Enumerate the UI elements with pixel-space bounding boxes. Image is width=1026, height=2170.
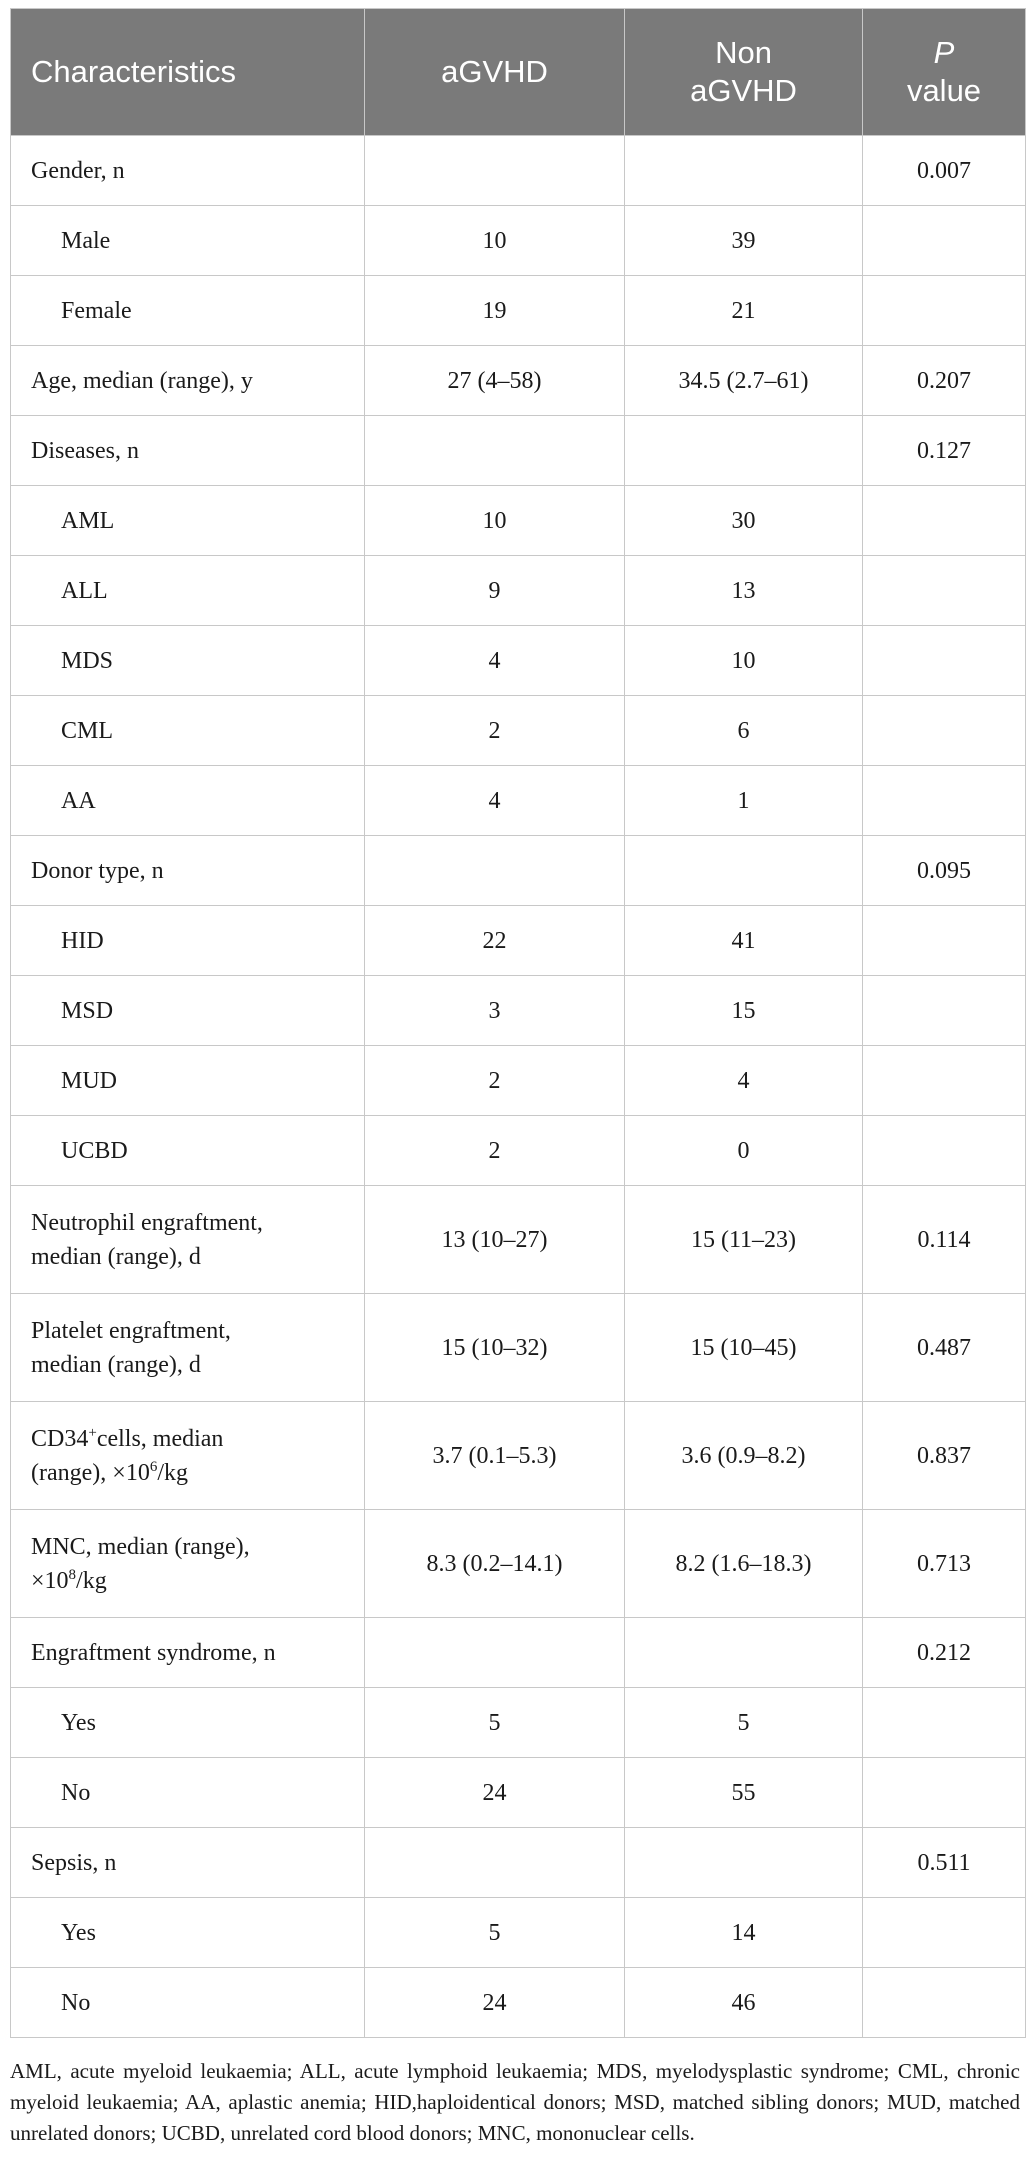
cell-p-value: 0.114	[863, 1186, 1026, 1294]
row-label-superscript: 6	[149, 1458, 158, 1475]
cell-p-value: 0.511	[863, 1828, 1026, 1898]
cell-p-value	[863, 1758, 1026, 1828]
header-p-value-word: value	[906, 73, 982, 108]
cell-p-value	[863, 1046, 1026, 1116]
row-label: AA	[11, 766, 365, 836]
table-row	[11, 976, 1026, 1046]
row-label: No	[11, 1758, 365, 1828]
table-row	[11, 136, 1026, 206]
table-container	[10, 8, 1026, 2149]
row-label-part: ×10	[31, 1567, 69, 1594]
table-row	[11, 626, 1026, 696]
cell-p-value	[863, 766, 1026, 836]
row-label	[11, 1186, 365, 1294]
header-non-agvhd-line2: aGVHD	[690, 73, 797, 108]
row-label: No	[11, 1968, 365, 2038]
row-label: Yes	[11, 1898, 365, 1968]
cell-non-agvhd: 6	[625, 696, 863, 766]
table-row	[11, 1046, 1026, 1116]
cell-agvhd	[365, 136, 625, 206]
cell-non-agvhd: 15 (10–45)	[625, 1294, 863, 1402]
row-label-part: (range), ×10	[31, 1459, 150, 1486]
cell-agvhd: 5	[365, 1688, 625, 1758]
row-label: MUD	[11, 1046, 365, 1116]
row-label	[11, 1294, 365, 1402]
cell-non-agvhd: 10	[625, 626, 863, 696]
row-label-line1: Platelet engraftment,	[31, 1317, 231, 1344]
header-characteristics: Characteristics	[11, 9, 365, 136]
cell-agvhd: 15 (10–32)	[365, 1294, 625, 1402]
cell-p-value	[863, 906, 1026, 976]
cell-non-agvhd: 39	[625, 206, 863, 276]
cell-non-agvhd: 21	[625, 276, 863, 346]
cell-agvhd	[365, 416, 625, 486]
table-row	[11, 416, 1026, 486]
row-label-part: /kg	[157, 1459, 188, 1486]
row-label: HID	[11, 906, 365, 976]
cell-agvhd: 2	[365, 696, 625, 766]
row-label: Sepsis, n	[11, 1828, 365, 1898]
row-label: Gender, n	[11, 136, 365, 206]
cell-agvhd: 2	[365, 1046, 625, 1116]
cell-p-value: 0.212	[863, 1618, 1026, 1688]
cell-non-agvhd	[625, 1828, 863, 1898]
cell-p-value: 0.837	[863, 1402, 1026, 1510]
row-label: Diseases, n	[11, 416, 365, 486]
table-row	[11, 1402, 1026, 1510]
cell-p-value	[863, 626, 1026, 696]
cell-agvhd: 3	[365, 976, 625, 1046]
cell-non-agvhd: 5	[625, 1688, 863, 1758]
row-label: Engraftment syndrome, n	[11, 1618, 365, 1688]
table-row	[11, 1968, 1026, 2038]
cell-non-agvhd: 15	[625, 976, 863, 1046]
header-p-value	[863, 9, 1026, 136]
row-label: Donor type, n	[11, 836, 365, 906]
row-label: Age, median (range), y	[11, 346, 365, 416]
cell-p-value: 0.487	[863, 1294, 1026, 1402]
cell-p-value	[863, 976, 1026, 1046]
table-row	[11, 1186, 1026, 1294]
table-row	[11, 906, 1026, 976]
table-row	[11, 766, 1026, 836]
row-label-part: /kg	[76, 1567, 107, 1594]
cell-non-agvhd: 15 (11–23)	[625, 1186, 863, 1294]
header-non-agvhd-line1: Non	[715, 35, 772, 70]
row-label: UCBD	[11, 1116, 365, 1186]
table-header-row	[11, 9, 1026, 136]
cell-agvhd	[365, 1828, 625, 1898]
cell-p-value: 0.007	[863, 136, 1026, 206]
table-row	[11, 1828, 1026, 1898]
row-label-superscript: +	[88, 1424, 97, 1441]
cell-non-agvhd	[625, 136, 863, 206]
row-label-line1: Neutrophil engraftment,	[31, 1209, 263, 1236]
table-row	[11, 346, 1026, 416]
cell-agvhd: 4	[365, 766, 625, 836]
cell-p-value	[863, 486, 1026, 556]
cell-agvhd: 8.3 (0.2–14.1)	[365, 1510, 625, 1618]
cell-non-agvhd: 30	[625, 486, 863, 556]
cell-non-agvhd	[625, 416, 863, 486]
table-row	[11, 1116, 1026, 1186]
cell-non-agvhd: 3.6 (0.9–8.2)	[625, 1402, 863, 1510]
cell-p-value	[863, 276, 1026, 346]
cell-non-agvhd: 8.2 (1.6–18.3)	[625, 1510, 863, 1618]
cell-agvhd: 24	[365, 1968, 625, 2038]
cell-p-value	[863, 696, 1026, 766]
row-label: MSD	[11, 976, 365, 1046]
table-row	[11, 556, 1026, 626]
row-label-part: cells, median	[96, 1425, 224, 1452]
row-label-line1: MNC, median (range),	[31, 1533, 250, 1560]
cell-p-value	[863, 1968, 1026, 2038]
cell-p-value	[863, 1116, 1026, 1186]
row-label: AML	[11, 486, 365, 556]
cell-agvhd: 4	[365, 626, 625, 696]
table-footnote: AML, acute myeloid leukaemia; ALL, acute lymphoid leukaemia; MDS, myelodysplastic syndrome; CML, chronic myeloid leukaemia; AA, aplastic anemia; HID,haploidentical donors; MSD, matched sibling donors; MUD, matched unrelated donors; UCBD, unrelated cord blood donors; MNC, mononuclear cells.	[10, 2059, 1020, 2145]
table-row	[11, 1898, 1026, 1968]
cell-agvhd: 13 (10–27)	[365, 1186, 625, 1294]
cell-agvhd	[365, 836, 625, 906]
cell-agvhd: 5	[365, 1898, 625, 1968]
cell-p-value: 0.127	[863, 416, 1026, 486]
table-row	[11, 1510, 1026, 1618]
row-label: Yes	[11, 1688, 365, 1758]
cell-p-value	[863, 1898, 1026, 1968]
row-label	[11, 1402, 365, 1510]
cell-non-agvhd: 41	[625, 906, 863, 976]
table-row	[11, 1618, 1026, 1688]
table-row	[11, 696, 1026, 766]
table-row	[11, 486, 1026, 556]
cell-agvhd: 22	[365, 906, 625, 976]
cell-agvhd: 3.7 (0.1–5.3)	[365, 1402, 625, 1510]
table-row	[11, 276, 1026, 346]
cell-non-agvhd: 4	[625, 1046, 863, 1116]
cell-non-agvhd	[625, 1618, 863, 1688]
cell-agvhd: 2	[365, 1116, 625, 1186]
cell-non-agvhd: 0	[625, 1116, 863, 1186]
cell-non-agvhd: 14	[625, 1898, 863, 1968]
row-label-part: CD34	[31, 1425, 89, 1452]
cell-agvhd: 27 (4–58)	[365, 346, 625, 416]
header-agvhd: aGVHD	[365, 9, 625, 136]
cell-non-agvhd: 34.5 (2.7–61)	[625, 346, 863, 416]
cell-agvhd: 10	[365, 486, 625, 556]
row-label-line2: median (range), d	[31, 1351, 201, 1378]
table-row	[11, 1688, 1026, 1758]
table-row	[11, 1758, 1026, 1828]
cell-p-value: 0.095	[863, 836, 1026, 906]
cell-agvhd: 10	[365, 206, 625, 276]
row-label: Female	[11, 276, 365, 346]
cell-p-value: 0.713	[863, 1510, 1026, 1618]
cell-p-value: 0.207	[863, 346, 1026, 416]
row-label-line2: median (range), d	[31, 1243, 201, 1270]
row-label: MDS	[11, 626, 365, 696]
cell-agvhd: 9	[365, 556, 625, 626]
cell-p-value	[863, 556, 1026, 626]
cell-non-agvhd: 13	[625, 556, 863, 626]
cell-p-value	[863, 1688, 1026, 1758]
table-row	[11, 206, 1026, 276]
row-label: CML	[11, 696, 365, 766]
cell-non-agvhd	[625, 836, 863, 906]
row-label	[11, 1510, 365, 1618]
row-label: Male	[11, 206, 365, 276]
cell-agvhd: 24	[365, 1758, 625, 1828]
row-label-superscript: 8	[68, 1566, 77, 1583]
cell-p-value	[863, 206, 1026, 276]
cell-non-agvhd: 55	[625, 1758, 863, 1828]
cell-non-agvhd: 46	[625, 1968, 863, 2038]
table-row	[11, 836, 1026, 906]
cell-agvhd	[365, 1618, 625, 1688]
header-p-letter: P	[933, 35, 955, 70]
cell-non-agvhd: 1	[625, 766, 863, 836]
table-row	[11, 1294, 1026, 1402]
header-non-agvhd	[625, 9, 863, 136]
cell-agvhd: 19	[365, 276, 625, 346]
row-label: ALL	[11, 556, 365, 626]
characteristics-table	[10, 8, 1026, 2038]
